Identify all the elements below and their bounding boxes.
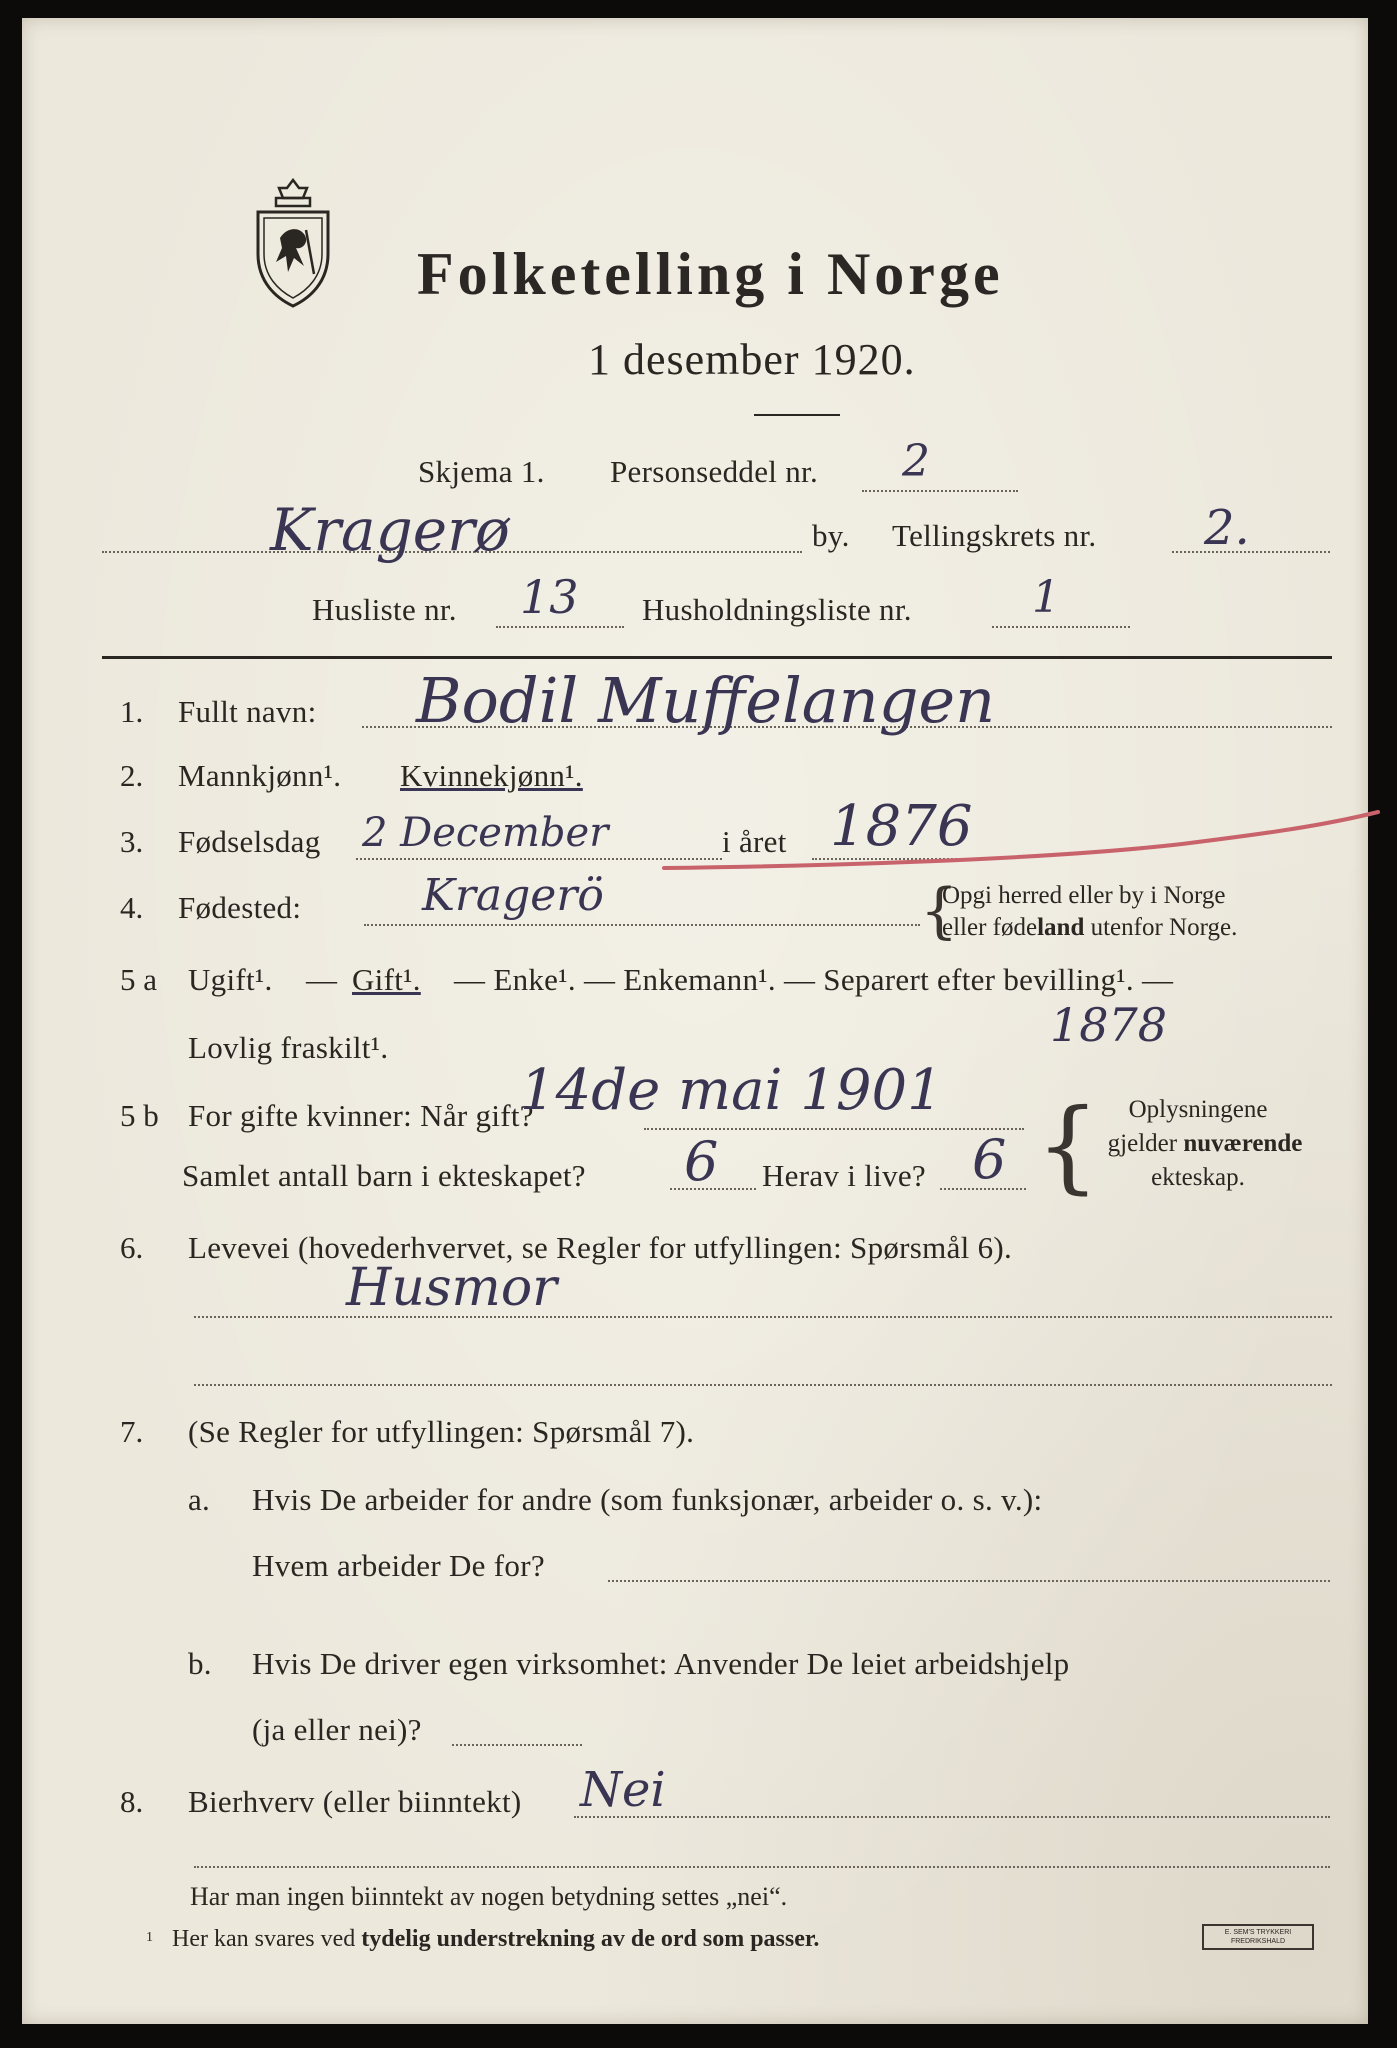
alive-value: 6 (972, 1128, 1007, 1191)
male-option: Mannkjønn¹. (178, 758, 342, 793)
q7-label: (Se Regler for utfyllingen: Spørsmål 7). (188, 1414, 695, 1449)
q5b-note-text-b: nuværende (1183, 1130, 1303, 1157)
husholdningsliste-value: 1 (1032, 572, 1060, 623)
census-form-page (22, 18, 1368, 2024)
employer-label: Hvem arbeider De for? (252, 1548, 545, 1583)
q8-number: 8. (120, 1784, 144, 1819)
q7-number: 7. (120, 1414, 144, 1449)
tellingskrets-value: 2. (1204, 500, 1250, 556)
birthday-label: Fødselsdag (178, 824, 321, 859)
q4-number: 4. (120, 890, 144, 925)
birthplace-field (364, 924, 920, 926)
city-value: Kragerø (270, 496, 510, 564)
personseddel-label: Personseddel nr. (610, 454, 818, 489)
birth-year-value: 1876 (830, 794, 973, 859)
q4-note-line1: Opgi herred eller by i Norge (942, 882, 1226, 909)
footnote-text-a: Her kan svares ved (172, 1926, 362, 1952)
title-divider (754, 414, 840, 416)
form-title: Folketelling i Norge (417, 241, 1004, 307)
header-rule (102, 656, 1332, 659)
tellingskrets-field (1172, 551, 1330, 553)
q2-number: 2. (120, 758, 144, 793)
side-income-value: Nei (580, 1762, 666, 1818)
q5b-note-line3: ekteskap. (1151, 1164, 1245, 1191)
married-option-selected: Gift¹. (352, 962, 421, 997)
husliste-field (496, 626, 624, 628)
side-income-field (574, 1816, 1330, 1818)
children-label: Samlet antall barn i ekteskapet? (182, 1158, 586, 1193)
footnote-text (172, 1926, 819, 1953)
occupation-field-2 (194, 1384, 1332, 1386)
occupation-value: Husmor (346, 1258, 557, 1318)
personseddel-field (862, 490, 1018, 492)
hired-help-field (452, 1744, 582, 1746)
husliste-label: Husliste nr. (312, 592, 457, 627)
tellingskrets-label: Tellingskrets nr. (892, 518, 1097, 553)
personseddel-value: 2 (902, 436, 930, 487)
q6-number: 6. (120, 1230, 144, 1265)
employer-field (608, 1580, 1330, 1582)
alive-label: Herav i live? (762, 1158, 926, 1193)
q7a-question: Hvis De arbeider for andre (som funksjonær, arbeider o. s. v.): (252, 1482, 1043, 1517)
q7b-question: Hvis De driver egen virksomhet: Anvender De leiet arbeidshjelp (252, 1646, 1070, 1681)
husholdningsliste-label: Husholdningsliste nr. (642, 592, 912, 627)
q5b-note-text-a: gjelder (1107, 1130, 1184, 1157)
q3-number: 3. (120, 824, 144, 859)
husliste-value: 13 (520, 570, 579, 624)
q5b-number: 5 b (120, 1098, 159, 1133)
husholdningsliste-field (992, 626, 1130, 628)
full-name-value: Bodil Muffelangen (416, 664, 996, 737)
other-status-options: — Enke¹. — Enkemann¹. — Separert efter bevilling¹. — (454, 962, 1174, 997)
hired-help-label: (ja eller nei)? (252, 1712, 422, 1747)
children-value: 6 (684, 1130, 719, 1193)
divorced-option: Lovlig fraskilt¹. (188, 1030, 389, 1065)
q4-note-text-a: eller føde (942, 914, 1038, 941)
by-label: by. (812, 518, 850, 553)
footnote-mark: 1 (146, 1930, 153, 1945)
coat-of-arms-icon (250, 178, 336, 308)
q4-note-text-c: utenfor Norge. (1084, 914, 1238, 941)
q1-number: 1. (120, 694, 144, 729)
occupation-label: Levevei (hovederhvervet, se Regler for utfyllingen: Spørsmål 6). (188, 1230, 1013, 1265)
skjema-label: Skjema 1. (418, 454, 545, 489)
q7b-letter: b. (188, 1646, 212, 1681)
q5a-number: 5 a (120, 962, 158, 997)
no-income-note: Har man ingen biinntekt av nogen betydning settes „nei“. (190, 1882, 788, 1911)
q4-note-line2 (942, 914, 1237, 942)
footnote-text-b: tydelig understrekning av de ord som passer. (361, 1926, 820, 1952)
married-when-label: For gifte kvinner: Når gift? (188, 1098, 534, 1133)
census-date: 1 desember 1920. (588, 335, 916, 384)
unmarried-option: Ugift¹. (188, 962, 273, 997)
married-when-value: 14de mai 1901 (520, 1058, 943, 1123)
birth-year-label: i året (722, 824, 787, 859)
birthday-value: 2 December (362, 810, 609, 856)
q1-label: Fullt navn: (178, 694, 317, 729)
printer-mark: E. SEM'S TRYKKERI FREDRIKSHALD (1202, 1924, 1314, 1950)
q4-note-brace: { (920, 876, 959, 946)
side-income-field-2 (194, 1866, 1330, 1868)
q5b-note-brace: { (1036, 1087, 1100, 1204)
q5b-note-line1: Oplysningene (1128, 1096, 1268, 1123)
q5a-dash: — (306, 962, 338, 997)
side-income-label: Bierhverv (eller biinntekt) (188, 1784, 522, 1819)
q5b-note-line2 (1080, 1130, 1330, 1158)
margin-note-year: 1878 (1050, 998, 1168, 1052)
birthplace-label: Fødested: (178, 890, 302, 925)
q4-note-text-b: land (1037, 914, 1085, 941)
female-option-selected: Kvinnekjønn¹. (400, 758, 583, 793)
q7a-letter: a. (188, 1482, 211, 1517)
birthplace-value: Kragerö (422, 870, 604, 921)
red-pencil-mark (662, 808, 1382, 878)
